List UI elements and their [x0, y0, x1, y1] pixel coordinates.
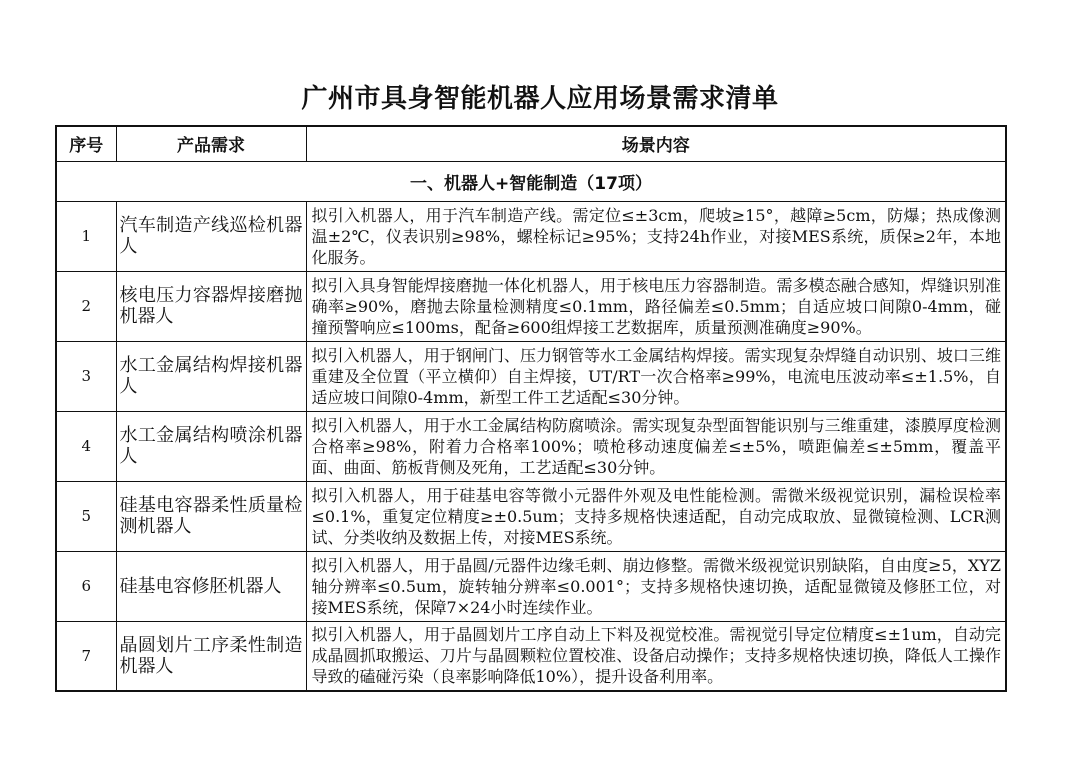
row-index: 1 [56, 201, 116, 271]
row-index: 6 [56, 551, 116, 621]
header-scenario: 场景内容 [306, 126, 1006, 161]
row-scenario: 拟引入机器人，用于水工金属结构防腐喷涂。需实现复杂型面智能识别与三维重建，漆膜厚度检测合格率≥98%，附着力合格率100%；喷枪移动速度偏差≤±5%，喷距偏差≤±5mm，覆盖平面、曲面、筋板背侧及死角，工艺适配≤30分钟。 [306, 411, 1006, 481]
header-product: 产品需求 [116, 126, 306, 161]
row-scenario: 拟引入机器人，用于硅基电容等微小元器件外观及电性能检测。需微米级视觉识别，漏检误检率≤0.1%，重复定位精度≥±0.5um；支持多规格快速适配，自动完成取放、显微镜检测、LCR测试、分类收纳及数据上传，对接MES系统。 [306, 481, 1006, 551]
table-row [56, 341, 1006, 411]
row-scenario: 拟引入机器人，用于晶圆/元器件边缘毛刺、崩边修整。需微米级视觉识别缺陷，自由度≥5，XYZ轴分辨率≤0.5um，旋转轴分辨率≤0.001°；支持多规格快速切换，适配显微镜及修胚工位，对接MES系统，保障7×24小时连续作业。 [306, 551, 1006, 621]
header-index: 序号 [56, 126, 116, 161]
table-row [56, 271, 1006, 341]
row-product: 硅基电容修胚机器人 [116, 551, 306, 621]
row-product: 水工金属结构焊接机器人 [116, 341, 306, 411]
section-heading: 一、机器人+智能制造（17项） [56, 161, 1006, 201]
row-index: 4 [56, 411, 116, 481]
table-row [56, 621, 1006, 691]
requirements-table [55, 125, 1007, 692]
document-title: 广州市具身智能机器人应用场景需求清单 [301, 84, 779, 114]
section-row [56, 161, 1006, 201]
row-index: 7 [56, 621, 116, 691]
table-row [56, 411, 1006, 481]
table-row [56, 551, 1006, 621]
row-product: 水工金属结构喷涂机器人 [116, 411, 306, 481]
table-row [56, 201, 1006, 271]
table-row [56, 481, 1006, 551]
row-scenario: 拟引入具身智能焊接磨抛一体化机器人，用于核电压力容器制造。需多模态融合感知，焊缝识别准确率≥90%，磨抛去除量检测精度≤0.1mm，路径偏差≤0.5mm；自适应坡口间隙0-4mm，碰撞预警响应≤100ms，配备≥600组焊接工艺数据库，质量预测准确度≥90%。 [306, 271, 1006, 341]
row-product: 硅基电容器柔性质量检测机器人 [116, 481, 306, 551]
row-product: 晶圆划片工序柔性制造机器人 [116, 621, 306, 691]
row-product: 汽车制造产线巡检机器人 [116, 201, 306, 271]
table-header-row [56, 126, 1006, 161]
row-index: 3 [56, 341, 116, 411]
row-scenario: 拟引入机器人，用于晶圆划片工序自动上下料及视觉校准。需视觉引导定位精度≤±1um，自动完成晶圆抓取搬运、刀片与晶圆颗粒位置校准、设备启动操作；支持多规格快速切换，降低人工操作导致的磕碰污染（良率影响降低10%），提升设备利用率。 [306, 621, 1006, 691]
row-index: 2 [56, 271, 116, 341]
row-scenario: 拟引入机器人，用于汽车制造产线。需定位≤±3cm，爬坡≥15°，越障≥5cm，防爆；热成像测温±2℃，仪表识别≥98%，螺栓标记≥95%；支持24h作业，对接MES系统，质保≥2年，本地化服务。 [306, 201, 1006, 271]
row-index: 5 [56, 481, 116, 551]
row-product: 核电压力容器焊接磨抛机器人 [116, 271, 306, 341]
row-scenario: 拟引入机器人，用于钢闸门、压力钢管等水工金属结构焊接。需实现复杂焊缝自动识别、坡口三维重建及全位置（平立横仰）自主焊接，UT/RT一次合格率≥99%，电流电压波动率≤±1.5%，自适应坡口间隙0-4mm，新型工件工艺适配≤30分钟。 [306, 341, 1006, 411]
